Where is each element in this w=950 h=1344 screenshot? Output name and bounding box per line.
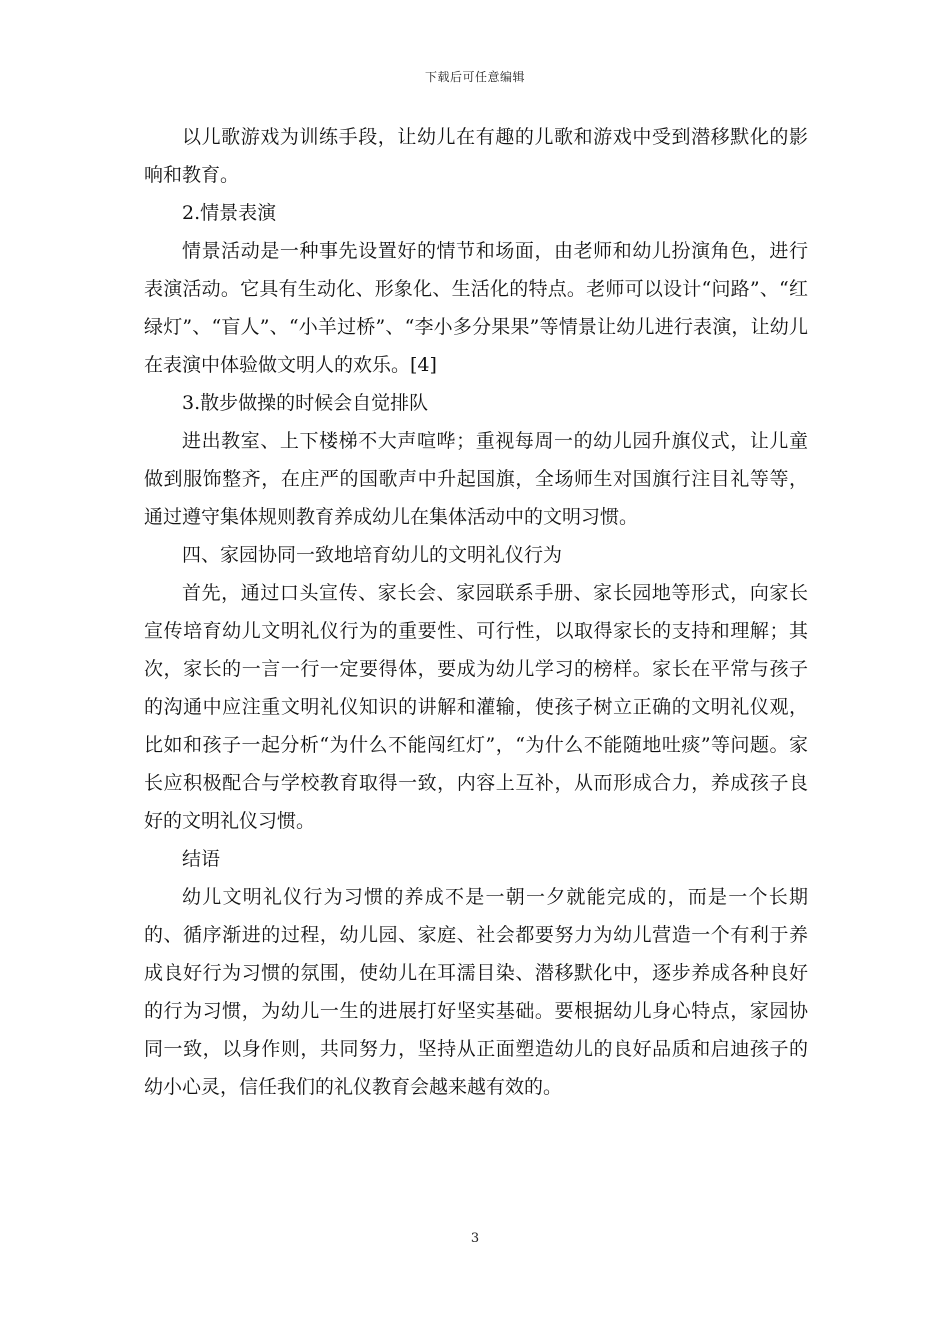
section-heading-conclusion: 结语 — [182, 848, 221, 870]
paragraph-home-school: 首先，通过口头宣传、家长会、家园联系手册、家长园地等形式，向家长宣传培育幼儿文明礼仪行为的重要性、可行性，以取得家长的支持和理解；其次，家长的一言一行一定要得体，要成为幼儿学习的榜样。家长在平常与孩子的沟通中应注重文明礼仪知识的讲解和灌输，使孩子树立正确的文明礼仪观，比如和孩子一起分析“为什么不能闯红灯”，“为什么不能随地吐痰”等问题。家长应积极配合与学校教育取得一致，内容上互补，从而形成合力，养成孩子良好的文明礼仪习惯。 — [144, 582, 808, 832]
section-heading-queueing: 3.散步做操的时候会自觉排队 — [182, 392, 429, 414]
section-heading-scenario-performance: 2.情景表演 — [182, 202, 277, 224]
section-heading-home-school: 四、家园协同一致地培育幼儿的文明礼仪行为 — [182, 544, 563, 566]
paragraph-intro-continuation: 以儿歌游戏为训练手段，让幼儿在有趣的儿歌和游戏中受到潜移默化的影响和教育。 — [144, 126, 808, 186]
paragraph-scenario-performance: 情景活动是一种事先设置好的情节和场面，由老师和幼儿扮演角色，进行表演活动。它具有生动化、形象化、生活化的特点。老师可以设计“问路”、“红绿灯”、“盲人”、“小羊过桥”、“李小多分果果”等情景让幼儿进行表演，让幼儿在表演中体验做文明人的欢乐。[4] — [144, 240, 808, 376]
document-body — [144, 118, 808, 1106]
paragraph-conclusion: 幼儿文明礼仪行为习惯的养成不是一朝一夕就能完成的，而是一个长期的、循序渐进的过程，幼儿园、家庭、社会都要努力为幼儿营造一个有利于养成良好行为习惯的氛围，使幼儿在耳濡目染、潜移默化中，逐步养成各种良好的行为习惯，为幼儿一生的进展打好坚实基础。要根据幼儿身心特点，家园协同一致，以身作则，共同努力，坚持从正面塑造幼儿的良好品质和启迪孩子的幼小心灵，信任我们的礼仪教育会越来越有效的。 — [144, 886, 808, 1098]
page-header: 下载后可任意编辑 — [424, 70, 525, 84]
paragraph-queueing: 进出教室、上下楼梯不大声喧哗；重视每周一的幼儿园升旗仪式，让儿童做到服饰整齐，在庄严的国歌声中升起国旗，全场师生对国旗行注目礼等等，通过遵守集体规则教育养成幼儿在集体活动中的文明习惯。 — [144, 430, 808, 528]
page-number: 3 — [470, 1231, 480, 1246]
